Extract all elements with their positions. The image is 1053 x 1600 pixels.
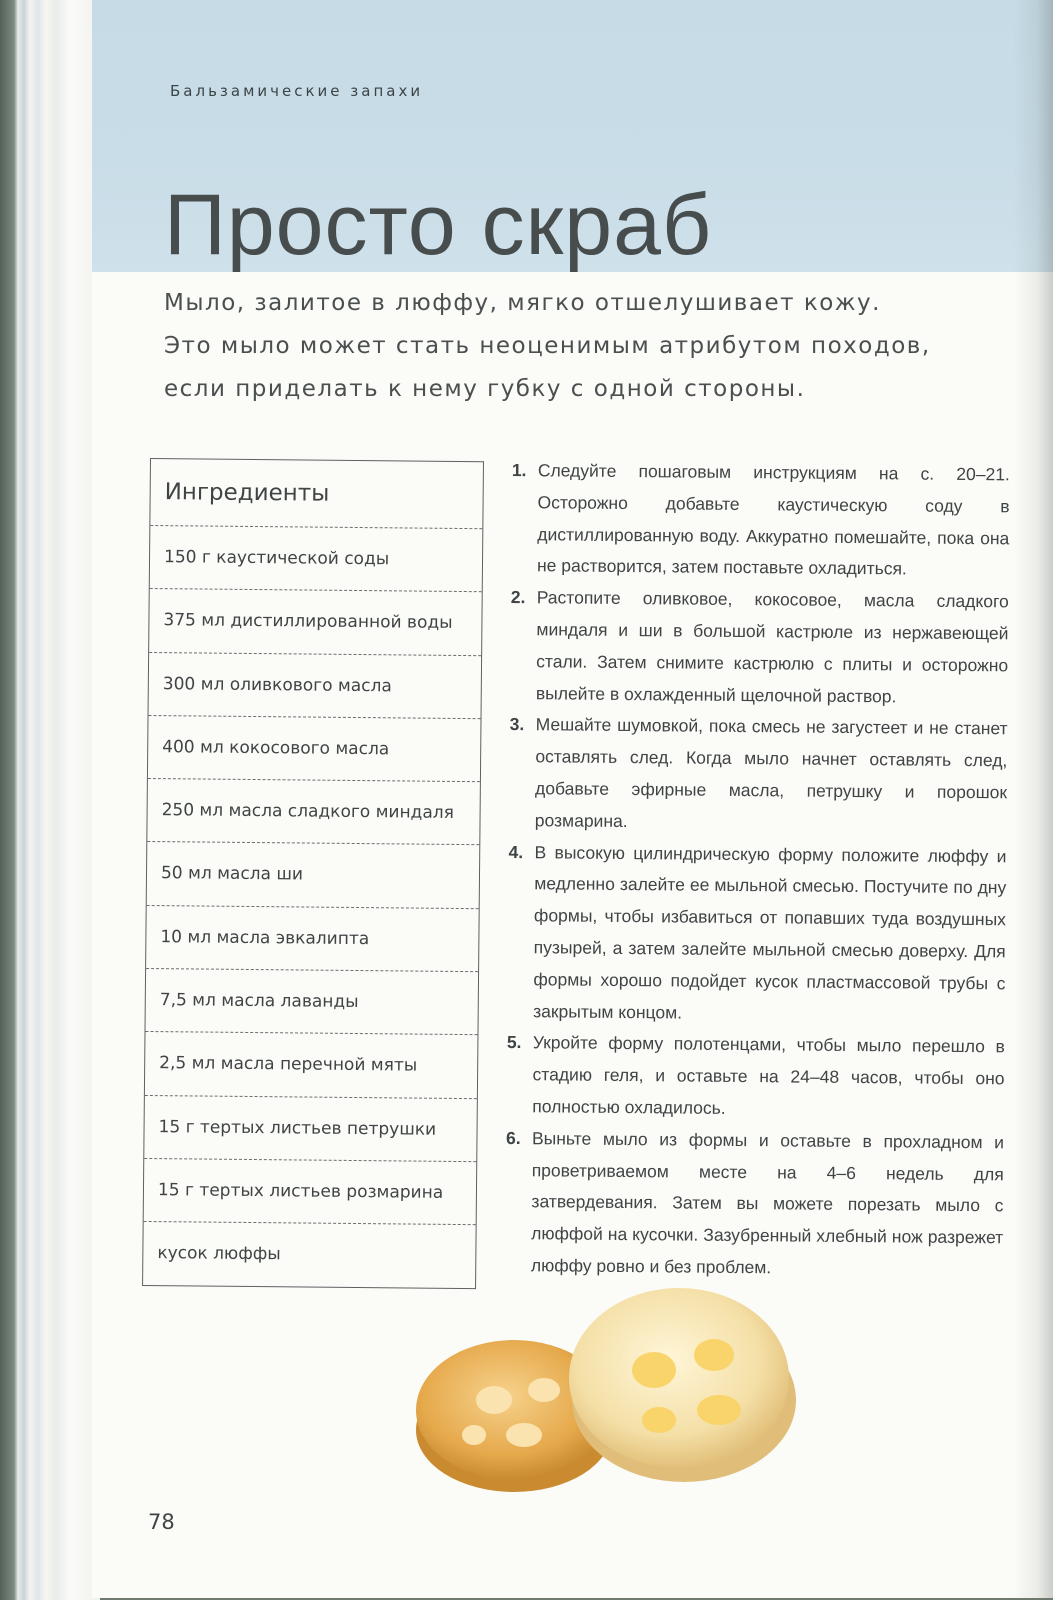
page-number: 78 bbox=[148, 1510, 175, 1534]
instruction-step bbox=[509, 709, 1008, 841]
ingredient-row: 50 мл масла ши bbox=[147, 842, 480, 908]
ingredient-row: 10 мл масла эвкалипта bbox=[146, 906, 479, 972]
step-number: 1. bbox=[511, 459, 527, 481]
ingredient-row: 15 г тертых листьев петрушки bbox=[144, 1096, 477, 1162]
ingredient-row: кусок люффы bbox=[157, 1243, 281, 1265]
section-label: Бальзамические запахи bbox=[170, 82, 424, 100]
intro-line: Это мыло может стать неоценимым атрибутом походов, bbox=[164, 333, 931, 359]
ingredient-row: 375 мл дистиллированной воды bbox=[149, 589, 482, 655]
instruction-step bbox=[507, 837, 1007, 1032]
step-number: 6. bbox=[505, 1127, 521, 1148]
page-gutter-shade bbox=[1013, 0, 1053, 1598]
book-page bbox=[92, 0, 1053, 1598]
ingredient-row: 7,5 мл масла лаванды bbox=[145, 969, 478, 1035]
ingredient-row: 300 мл оливкового масла bbox=[149, 653, 482, 719]
ingredient-row: 250 мл масла сладкого миндаля bbox=[147, 779, 480, 845]
loofah-slice-front bbox=[569, 1288, 796, 1482]
intro-line: Мыло, залитое в люффу, мягко отшелушивает кожу. bbox=[164, 290, 881, 316]
ingredient-row: 2,5 мл масла перечной мяты bbox=[145, 1032, 478, 1098]
step-text: В высокую цилиндрическую форму положите люффу и медленно залейте ее мыльной смесью. Постучите по дну формы, чтобы избавиться от попавших туда воздушных пузырей, а затем залейте мыльной смесью доверху. Для формы хорошо подойдет кусок пластмассовой трубы с закрытым концом. bbox=[533, 841, 1007, 1023]
instruction-step bbox=[511, 455, 1010, 587]
ingredients-heading: Ингредиенты bbox=[150, 459, 483, 529]
step-text: Мешайте шумовкой, пока смесь не загустеет и не станет оставлять след. Когда мыло начнет оставлять след, добавьте эфирные масла, петрушку и порошок розмарина. bbox=[534, 714, 1008, 831]
ingredient-row: 15 г тертых листьев розмарина bbox=[144, 1159, 477, 1225]
loofah-slices-image bbox=[414, 1260, 854, 1510]
step-number: 3. bbox=[509, 714, 525, 735]
step-text: Укройте форму полотенцами, чтобы мыло перешло в стадию геля, и оставьте на 24–48 часов, чтобы оно полностью охладилось. bbox=[532, 1032, 1005, 1118]
step-number: 4. bbox=[508, 841, 524, 862]
ingredients-table bbox=[142, 458, 484, 1289]
book-page-edges bbox=[0, 0, 100, 1600]
step-number: 5. bbox=[506, 1032, 522, 1053]
ingredient-row: 150 г каустической соды bbox=[150, 526, 483, 592]
step-text: Растопите оливковое, кокосовое, масла сладкого миндаля и ши в большой кастрюле из нержавеющей стали. Затем снимите кастрюлю с плиты и осторожно вылейте в охлажденный щелочной раствор. bbox=[535, 587, 1009, 706]
instructions-list bbox=[505, 455, 1010, 1286]
instruction-step bbox=[510, 582, 1009, 714]
step-text-start: Выньте мыло из формы и оставьте в прохладном и проветриваемом месте на 4–6 недель для затвердевания. Затем вы можете порезать мыло с люффой на кусочки. Зазубренный хлебный нож разрежет люффу ровно и без проблем. bbox=[530, 1127, 1005, 1278]
ingredient-row: 400 мл кокосового масла bbox=[148, 716, 481, 782]
intro-text bbox=[164, 282, 984, 411]
step-text: Следуйте пошаговым инструкциям на с. 20–21. Осторожно добавьте каустическую соду в дистиллированную воду. Аккуратно помешайте, пока она не растворится, затем поставьте охладиться. bbox=[536, 460, 1010, 579]
instruction-step bbox=[506, 1027, 1005, 1127]
intro-line: если приделать к нему губку с одной стороны. bbox=[164, 376, 806, 402]
step-number: 2. bbox=[510, 587, 526, 608]
page-title: Просто скраб bbox=[164, 177, 713, 273]
